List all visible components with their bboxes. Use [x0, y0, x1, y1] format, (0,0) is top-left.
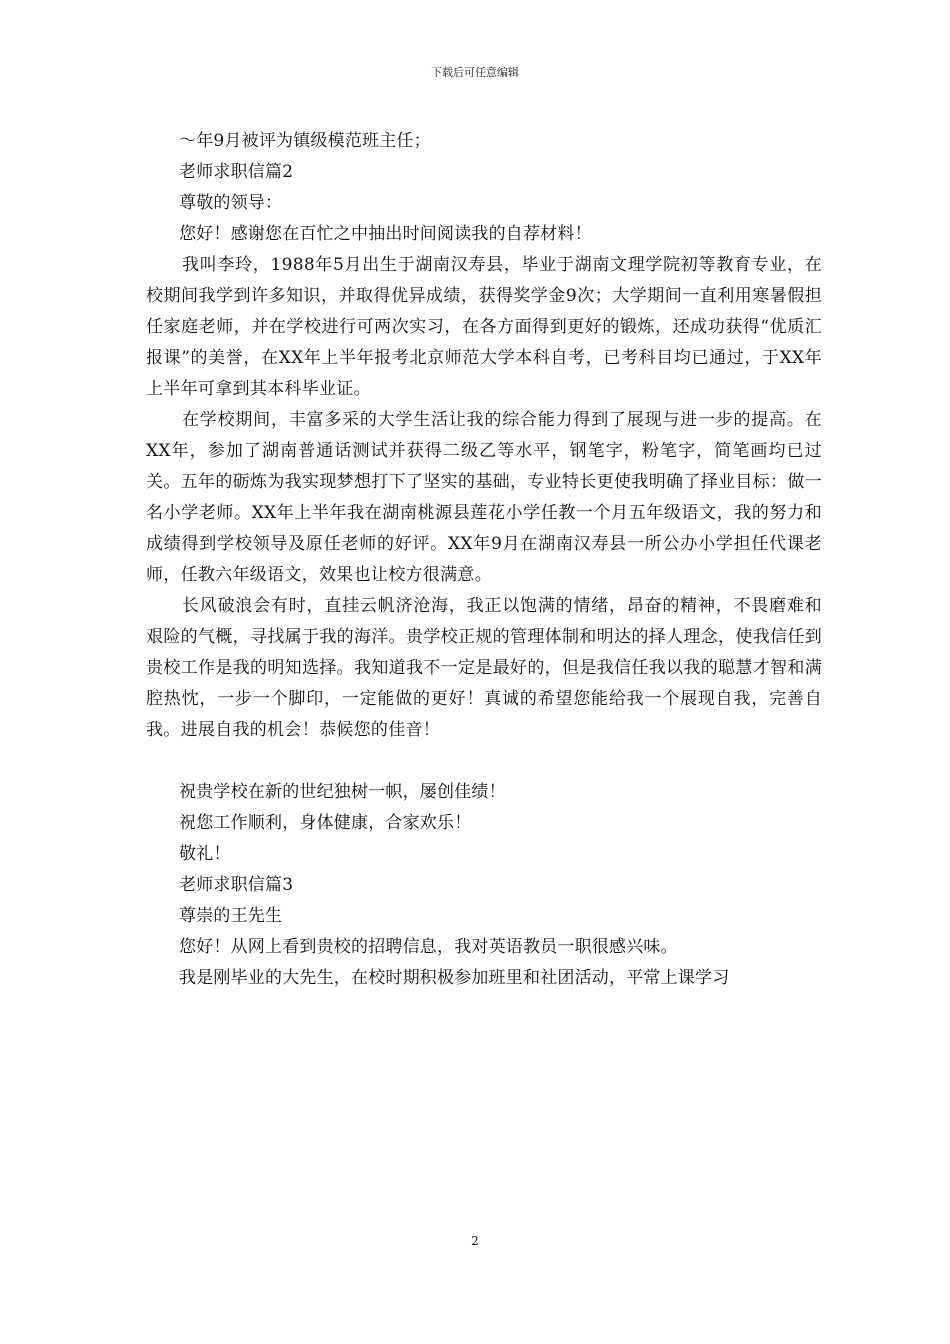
paragraph-start-3: 我是刚毕业的大先生，在校时期积极参加班里和社团活动，平常上课学习 — [179, 968, 730, 988]
page-number: 2 — [471, 1234, 479, 1248]
opening-line-2: 您好！感谢您在百忙之中抽出时间阅读我的自荐材料！ — [179, 224, 592, 244]
section-title-3: 老师求职信篇3 — [179, 875, 294, 895]
salutation-2: 尊敬的领导： — [179, 193, 283, 213]
page-header: 下载后可任意编辑 — [431, 66, 519, 79]
paragraph-experience: 在学校期间，丰富多采的大学生活让我的综合能力得到了展现与进一步的提高。在XX年，参加了湖南普通话测试并获得二级乙等水平，钢笔字，粉笔字，简笔画均已过关。五年的砺炼为我实现梦想打下了坚实的基础，专业特长更使我明确了择业目标：做一名小学老师。XX年上半年我在湖南桃源县莲花小学任教一个月五年级语文，我的努力和成绩得到学校领导及原任老师的好评。XX年9月在湖南汉寿县一所公办小学担任代课老师，任教六年级语文，效果也让校方很满意。 — [146, 410, 822, 585]
opening-line-3: 您好！从网上看到贵校的招聘信息，我对英语教员一职很感兴味。 — [179, 937, 678, 957]
document-body — [146, 126, 822, 994]
salutation-3: 尊崇的王先生 — [179, 906, 283, 926]
paragraph-background: 我叫李玲，1988年5月出生于湖南汉寿县，毕业于湖南文理学院初等教育专业，在校期间我学到许多知识，并取得优异成绩，获得奖学金9次；大学期间一直利用寒暑假担任家庭老师，并在学校进行可两次实习，在各方面得到更好的锻炼，还成功获得“优质汇报课”的美誉，在XX年上半年报考北京师范大学本科自考，已考科目均已通过，于XX年上半年可拿到其本科毕业证。 — [146, 255, 822, 399]
blank-line — [146, 746, 822, 777]
closing-wish-1: 祝贵学校在新的世纪独树一帜，屡创佳绩！ — [179, 782, 506, 802]
paragraph-aspiration: 长风破浪会有时，直挂云帆济沧海，我正以饱满的情绪，昂奋的精神，不畏磨难和艰险的气概，寻找属于我的海洋。贵学校正规的管理体制和明达的择人理念，使我信任到贵校工作是我的明知选择。我知道我不一定是最好的，但是我信任我以我的聪慧才智和满腔热忱，一步一个脚印，一定能做的更好！真诚的希望您能给我一个展现自我，完善自我。进展自我的机会！恭候您的佳音！ — [146, 596, 822, 740]
honor-line: ～年9月被评为镇级模范班主任； — [179, 131, 431, 151]
section-title-2: 老师求职信篇2 — [179, 162, 294, 182]
closing-wish-2: 祝您工作顺利，身体健康，合家欢乐！ — [179, 813, 472, 833]
salute-line: 敬礼！ — [179, 844, 231, 864]
